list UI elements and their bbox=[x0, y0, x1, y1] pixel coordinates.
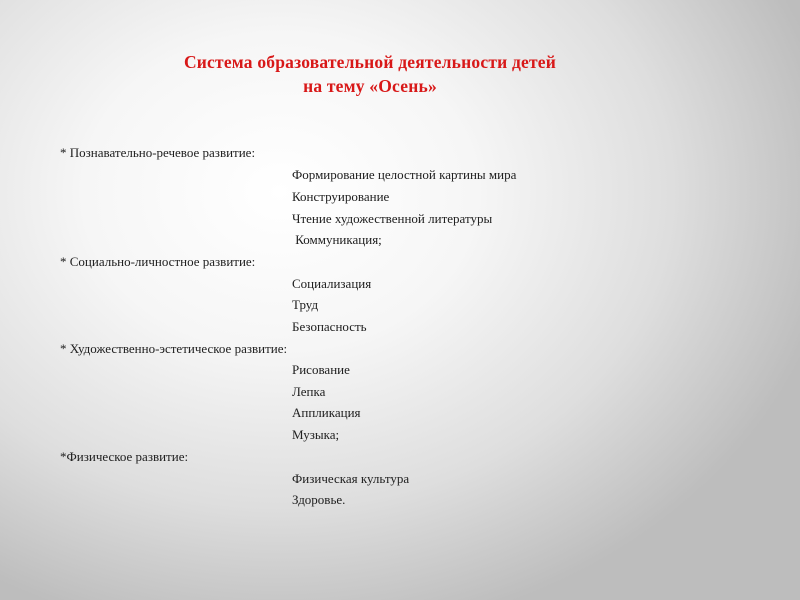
category-physical: *Физическое развитие: bbox=[60, 449, 189, 464]
slide-title-line-2: на тему «Осень» bbox=[303, 76, 437, 96]
subitem-drawing: Рисование bbox=[292, 362, 350, 377]
subitem-music: Музыка; bbox=[292, 427, 340, 442]
subitem-construction: Конструирование bbox=[292, 189, 390, 204]
subitem-socialization: Социализация bbox=[292, 276, 372, 291]
subitem-worldview: Формирование целостной картины мира bbox=[292, 167, 517, 182]
subitem-health: Здоровье. bbox=[292, 492, 346, 507]
category-social-personal: * Социально-личностное развитие: bbox=[60, 254, 256, 269]
subitem-applique: Аппликация bbox=[292, 405, 361, 420]
category-artistic-aesthetic: * Художественно-эстетическое развитие: bbox=[60, 341, 288, 356]
subitem-labor: Труд bbox=[292, 297, 319, 312]
subitem-physical-culture: Физическая культура bbox=[292, 471, 410, 486]
subitem-modeling: Лепка bbox=[292, 384, 326, 399]
slide-title-line-1: Система образовательной деятельности детей bbox=[183, 52, 557, 72]
category-cognitive-speech: * Познавательно-речевое развитие: bbox=[60, 145, 256, 160]
subitem-reading: Чтение художественной литературы bbox=[292, 211, 493, 226]
subitem-communication: Коммуникация; bbox=[292, 232, 382, 247]
subitem-safety: Безопасность bbox=[292, 319, 367, 334]
